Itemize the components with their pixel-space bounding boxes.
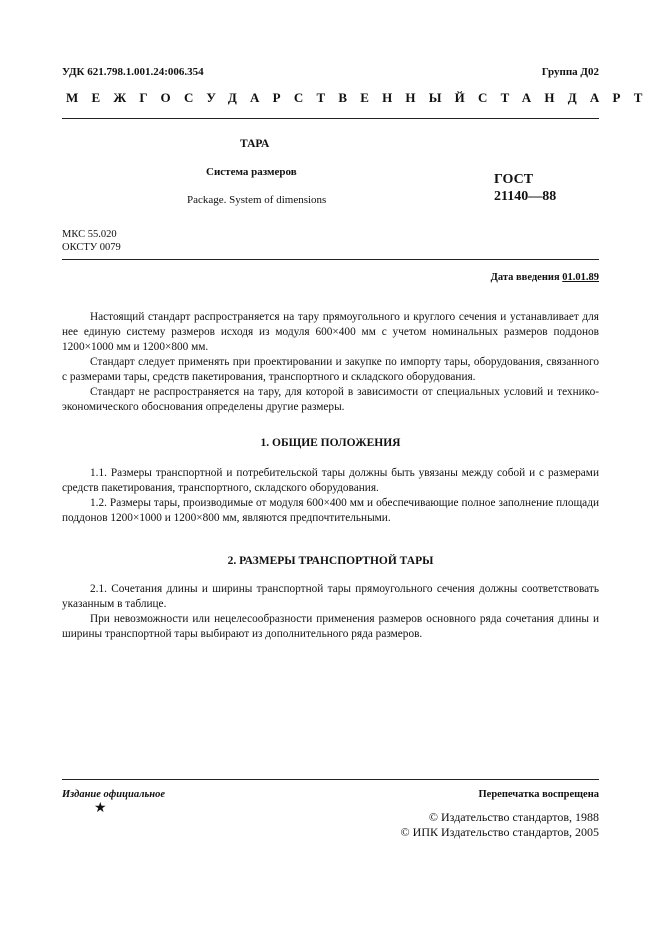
mks-code: МКС 55.020 <box>62 229 117 240</box>
section-1-text <box>62 466 599 526</box>
banner-word-interstate: МЕЖГОСУДАРСТВЕННЫЙ <box>66 90 478 105</box>
introduction-date-value: 01.01.89 <box>562 272 599 283</box>
okstu-code: ОКСТУ 0079 <box>62 242 121 253</box>
title-divider <box>62 259 599 260</box>
copyright-block <box>401 810 599 840</box>
banner-word-standard: СТАНДАРТ <box>478 90 656 105</box>
document-subtitle: Система размеров <box>206 166 297 178</box>
reprint-prohibited-label: Перепечатка воспрещена <box>478 789 599 800</box>
section-paragraph: При невозможности или нецелесообразности применения размеров основного ряда сочетания длины и ширины транспортной тары выбирают из дополнительного ряда размеров. <box>62 613 599 640</box>
introduction-date-label: Дата введения <box>490 272 560 283</box>
intro-paragraph: Стандарт не распространяется на тару, для которой в зависимости от специальных условий и технико-экономического обоснования определены другие размеры. <box>62 386 599 413</box>
copyright-line: © Издательство стандартов, 1988 <box>428 810 599 824</box>
interstate-standard-banner <box>66 90 656 106</box>
star-icon: ★ <box>94 801 107 816</box>
intro-paragraph: Стандарт следует применять при проектировании и закупке по импорту тары, оборудования, связанного с размерами тары, средств пакетирования, транспортного и складского оборудования. <box>62 356 599 383</box>
group-code: Группа Д02 <box>541 66 599 78</box>
gost-code: 21140—88 <box>494 189 557 204</box>
document-title: ТАРА <box>240 138 270 150</box>
gost-label: ГОСТ <box>494 172 534 187</box>
section-2-text <box>62 582 599 642</box>
section-paragraph: 1.2. Размеры тары, производимые от модуля 600×400 мм и обеспечивающие полное заполнение площади поддонов 1200×1000 и 1200×800 мм, являются предпочтительными. <box>62 497 599 524</box>
classification-codes <box>62 228 121 254</box>
header-divider <box>62 118 599 119</box>
footer-divider <box>62 779 599 780</box>
section-1-heading: 1. ОБЩИЕ ПОЛОЖЕНИЯ <box>260 437 401 449</box>
gost-number <box>494 171 556 205</box>
intro-paragraph: Настоящий стандарт распространяется на тару прямоугольного и круглого сечения и устанавливает для нее единую систему размеров исходя из модуля 600×400 мм с учетом номинальных размеров поддонов 1200×1000 мм и 1200×800 мм. <box>62 311 599 353</box>
section-paragraph: 1.1. Размеры транспортной и потребительской тары должны быть увязаны между собой и с размерами средств пакетирования, транспортного, складского оборудования. <box>62 467 599 494</box>
section-paragraph: 2.1. Сочетания длины и ширины транспортной тары прямоугольного сечения должны соответствовать указанным в таблице. <box>62 583 599 610</box>
udk-code: УДК 621.798.1.001.24:006.354 <box>62 66 204 78</box>
introduction-date <box>491 272 599 283</box>
copyright-line: © ИПК Издательство стандартов, 2005 <box>400 825 599 839</box>
official-edition-label: Издание официальное <box>62 789 166 800</box>
section-2-heading: 2. РАЗМЕРЫ ТРАНСПОРТНОЙ ТАРЫ <box>227 555 434 567</box>
intro-text <box>62 310 599 415</box>
english-title: Package. System of dimensions <box>187 194 327 206</box>
